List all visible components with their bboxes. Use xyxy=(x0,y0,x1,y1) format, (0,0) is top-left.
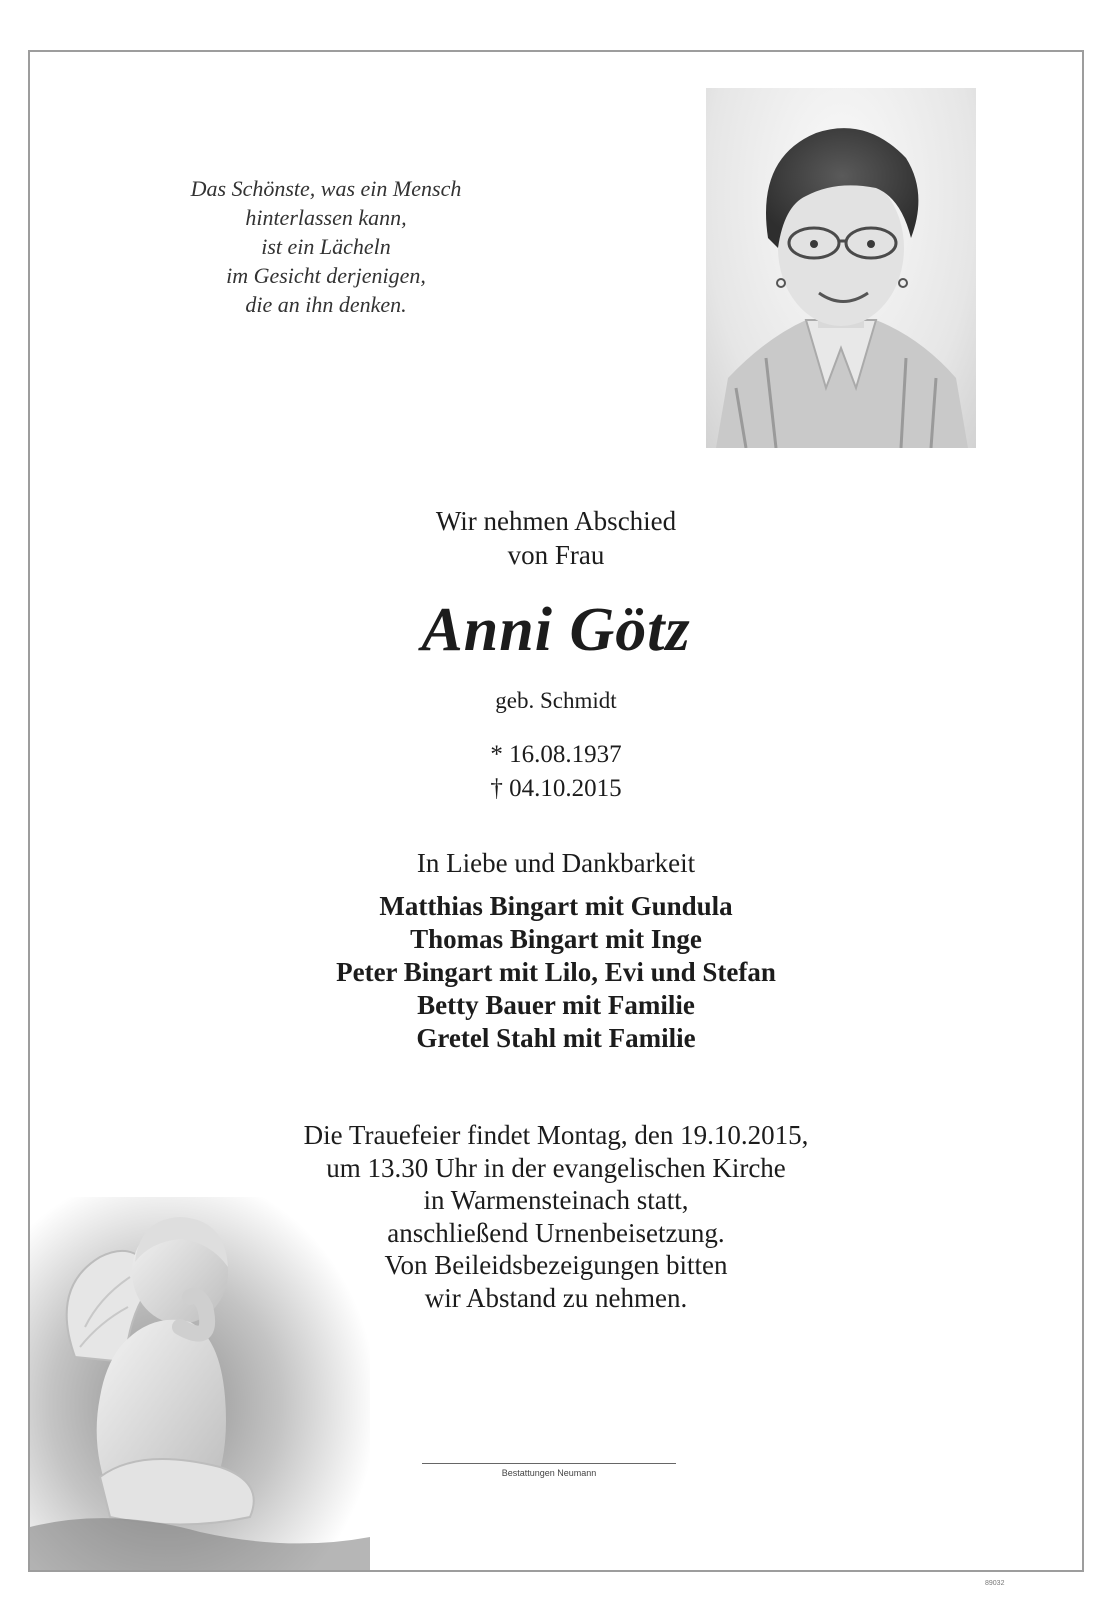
service-line: in Warmensteinach statt, xyxy=(423,1185,689,1215)
signature-line xyxy=(422,1463,676,1464)
print-code: 89032 xyxy=(985,1580,1005,1587)
birth-date: * 16.08.1937 xyxy=(490,741,622,768)
quote-line: im Gesicht derjenigen, xyxy=(226,263,426,288)
mourner-name: Thomas Bingart mit Inge xyxy=(410,924,702,954)
service-line: wir Abstand zu nehmen. xyxy=(424,1282,688,1313)
mourner-name: Gretel Stahl mit Familie xyxy=(416,1023,696,1053)
quote-line: hinterlassen kann, xyxy=(245,205,407,230)
angel-statue-icon xyxy=(30,1197,370,1572)
mourner-name: Betty Bauer mit Familie xyxy=(417,990,695,1020)
service-line: anschließend Urnenbeisetzung. xyxy=(387,1217,725,1248)
mourner-name: Peter Bingart mit Lilo, Evi und Stefan xyxy=(336,957,776,987)
memorial-quote xyxy=(146,174,506,319)
service-line: Von Beileidsbezeigungen bitten xyxy=(384,1250,728,1280)
portrait-icon xyxy=(706,88,976,448)
service-line: Die Trauefeier findet Montag, den 19.10.2015, xyxy=(303,1120,809,1150)
life-dates xyxy=(30,738,1082,806)
angel-statue-image xyxy=(30,1197,370,1572)
mourners-list xyxy=(30,890,1082,1055)
portrait-photo xyxy=(706,88,976,448)
deceased-name: Anni Götz xyxy=(421,596,691,664)
maiden-name: geb. Schmidt xyxy=(495,688,617,713)
funeral-home-name: Bestattungen Neumann xyxy=(501,1468,597,1478)
mourners-intro: In Liebe und Dankbarkeit xyxy=(416,848,696,878)
farewell-line-1: Wir nehmen Abschied xyxy=(435,506,677,536)
mourner-name: Matthias Bingart mit Gundula xyxy=(379,891,733,921)
farewell-line-2: von Frau xyxy=(507,540,605,570)
service-line: um 13.30 Uhr in der evangelischen Kirche xyxy=(326,1152,786,1183)
quote-line: Das Schönste, was ein Mensch xyxy=(190,176,462,201)
notice-frame xyxy=(28,50,1084,1572)
quote-line: die an ihn denken. xyxy=(245,292,407,317)
quote-line: ist ein Lächeln xyxy=(261,234,391,259)
death-date: † 04.10.2015 xyxy=(490,775,622,802)
farewell-text xyxy=(30,504,1082,572)
